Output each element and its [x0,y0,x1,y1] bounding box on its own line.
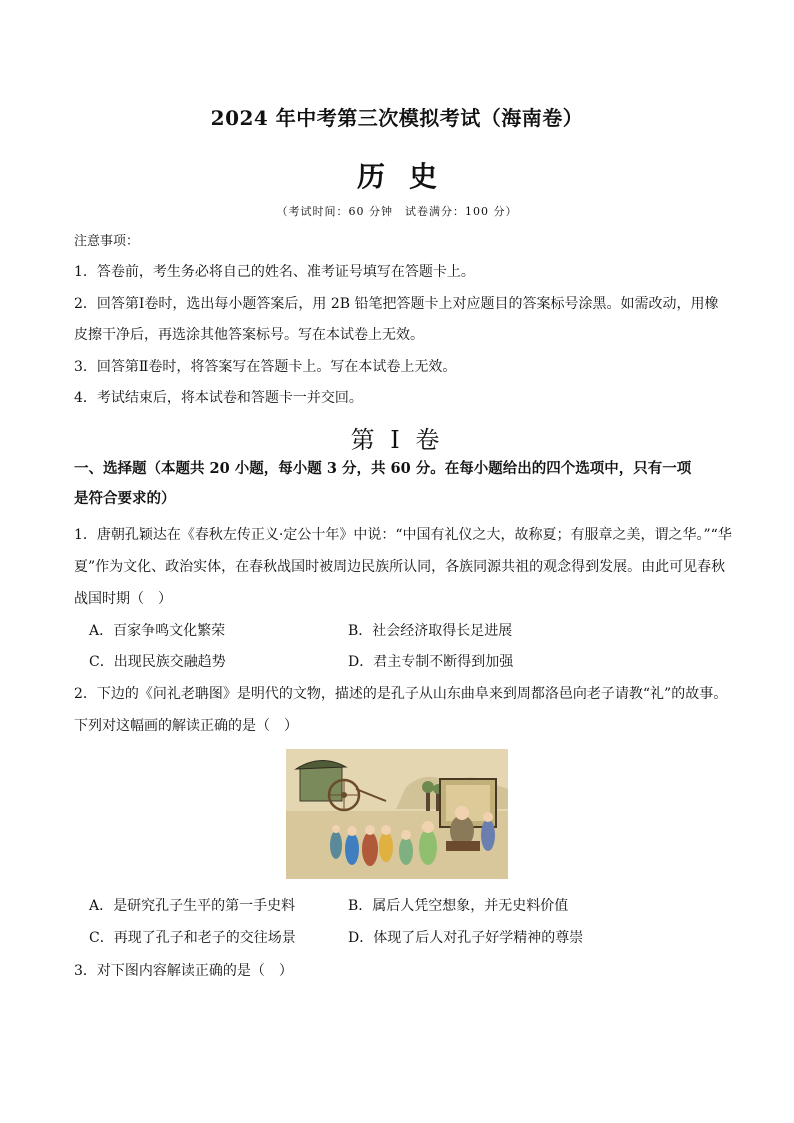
question-2-option-a: A．是研究孔子生平的第一手史料 [89,898,296,914]
question-2-option-d: D．体现了后人对孔子好学精神的尊崇 [348,930,584,946]
question-2-option-b: B．属后人凭空想象，并无史料价值 [348,898,569,914]
question-2-option-c: C．再现了孔子和老子的交往场景 [89,930,296,946]
notice-item-1: 1．答卷前，考生务必将自己的姓名、准考证号填写在答题卡上。 [74,264,475,280]
question-1-line-2: 夏”作为文化、政治实体，在春秋战国时被周边民族所认同，各族同源共祖的观念得到发展。由此可见春秋 [74,559,726,575]
question-2-line-2: 下列对这幅画的解读正确的是（ ） [74,718,298,734]
section-title: 第 I 卷 [350,426,444,454]
question-2-line-1: 2．下边的《问礼老聃图》是明代的文物，描述的是孔子从山东曲阜来到周都洛邑向老子请教“礼”的故事。 [74,686,728,702]
notice-item-4: 4．考试结束后，将本试卷和答题卡一并交回。 [74,390,363,406]
painting-image [286,749,508,879]
question-1-option-d: D．君主专制不断得到加强 [348,654,514,670]
notice-item-3: 3．回答第Ⅱ卷时，将答案写在答题卡上。写在本试卷上无效。 [74,359,457,375]
question-1-option-c: C．出现民族交融趋势 [89,654,226,670]
exam-title: 2024 年中考第三次模拟考试（海南卷） [210,106,584,130]
subject-title: 历史 [356,160,461,193]
question-3-line-1: 3．对下图内容解读正确的是（ ） [74,963,293,979]
question-1-line-1: 1．唐朝孔颖达在《春秋左传正义·定公十年》中说：“中国有礼仪之大，故称夏；有服章之美，谓之华。”“华 [74,527,732,543]
question-1-option-a: A．百家争鸣文化繁荣 [89,623,226,639]
section-instruction-cont: 是符合要求的） [74,490,176,507]
question-1-line-3: 战国时期（ ） [74,591,172,607]
notice-item-2-cont: 皮擦干净后，再选涂其他答案标号。写在本试卷上无效。 [74,327,424,343]
section-instruction: 一、选择题（本题共 20 小题，每小题 3 分，共 60 分。在每小题给出的四个选项中，只有一项 [74,460,692,477]
exam-time-score: （考试时间：60 分钟 试卷满分：100 分） [276,205,518,218]
notice-heading: 注意事项： [74,234,140,249]
notice-item-2: 2．回答第Ⅰ卷时，选出每小题答案后，用 2B 铅笔把答题卡上对应题目的答案标号涂黑。如需改动，用橡 [74,296,719,312]
question-1-option-b: B．社会经济取得长足进展 [348,623,513,639]
